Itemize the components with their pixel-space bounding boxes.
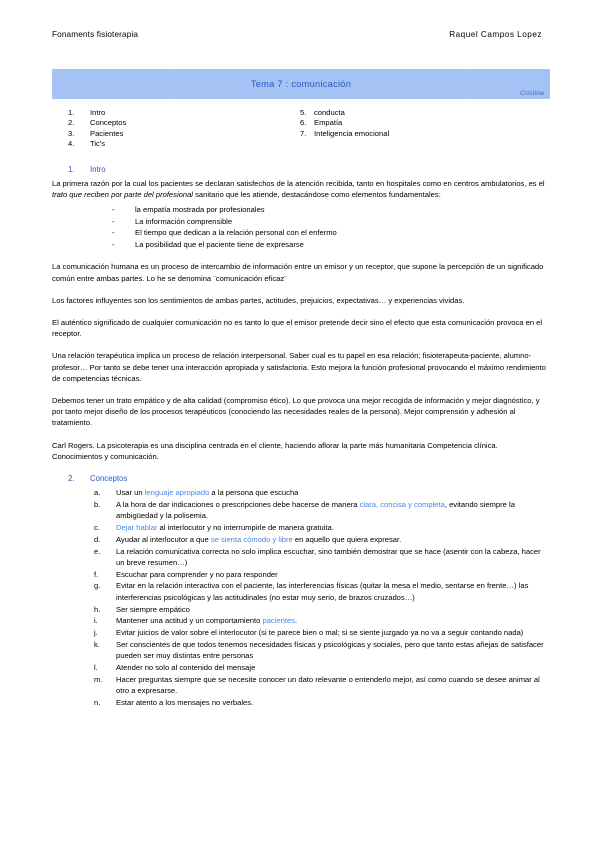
list-item [52, 615, 550, 626]
toc-number: 4. [68, 139, 75, 149]
toc-label: Inteligencia emocional [314, 128, 390, 138]
intro-p1-part-a: La primera razón por la cual los pacientes se declaran satisfechos de la atención recibida, tanto en hospitales como en centros ambulatorios, es el [52, 178, 545, 188]
list-marker: m. [94, 674, 103, 684]
list-item [52, 569, 550, 580]
toc-number: 2. [68, 118, 75, 128]
intro-paragraph-5: Una relación terapéutica implica un proceso de relación interpersonal. Saber cual es tu papel en esa relación; fisioterapeuta-paciente, alumno-profesor… Por tanto se debe tener una interacción apropiada y satisfactoria. Esto mejora la función profesional provocando el máximo rendimiento de competencias técnicas. [52, 351, 546, 383]
list-item-text [116, 534, 550, 545]
list-item [52, 522, 550, 533]
list-item [52, 499, 550, 522]
document-header [52, 30, 550, 39]
intro-paragraph-3: Los factores influyentes son los sentimientos de ambas partes, actitudes, prejuicios, expectativas… y experiencias vividas. [52, 295, 465, 305]
dash-marker: - [112, 205, 115, 215]
list-marker: c. [94, 522, 100, 532]
list-marker: f. [94, 569, 99, 579]
toc-label: Conceptos [90, 118, 127, 128]
list-item [52, 239, 550, 251]
intro-bullet-list [52, 204, 550, 250]
list-marker: l. [94, 663, 98, 672]
list-item [52, 216, 550, 228]
conceptos-list [52, 487, 550, 708]
list-item [52, 674, 550, 697]
page-title: Tema 7 : comunicación [250, 79, 352, 89]
header-course-title: Fonaments fisioterapia [52, 30, 139, 39]
toc-item [68, 139, 300, 149]
highlighted-phrase: pacientes [262, 616, 295, 626]
title-banner [52, 69, 550, 99]
list-marker: a. [94, 488, 101, 498]
list-item-text [116, 487, 550, 498]
banner-author-label: Cristina [520, 90, 544, 97]
highlighted-phrase: clara, concisa y completa [359, 499, 445, 509]
text-post: , evitando siempre la ambigüedad y la polisemia. [116, 499, 515, 521]
intro-p1-part-b: sanitario que les atiende, destacándose como elementos fundamentales: [193, 189, 441, 199]
list-item [52, 580, 550, 603]
list-marker: d. [94, 534, 101, 544]
intro-paragraph-4: El auténtico significado de cualquier comunicación no es tanto lo que el emisor pretende decir sino el efecto que esta comunicación provoca en el receptor. [52, 318, 543, 339]
section-title: Conceptos [90, 474, 128, 484]
section-number: 2. [68, 474, 75, 484]
text-post: en aquello que quiera expresar. [292, 534, 402, 544]
list-item [52, 604, 550, 615]
intro-p1-italic-phrase: trato que reciben por parte del profesional [52, 189, 193, 199]
bullet-text: La posibilidad que el paciente tiene de expresarse [135, 239, 304, 249]
text-pre: Usar un [116, 488, 145, 498]
text-pre: Evitar en la relación interactiva con el paciente, las interferencias físicas (quitar la mesa el medio, sentarse en frente…) las interferencias psicológicas y las actitudinales (no estar muy serio, de brazos cruzados…) [116, 581, 529, 602]
dash-marker: - [112, 228, 115, 238]
intro-paragraph-1 [52, 178, 550, 200]
toc-number: 6. [300, 118, 307, 128]
list-item-text [116, 546, 550, 569]
toc-item [68, 108, 300, 118]
text-pre: Estar atento a los mensajes no verbales. [116, 697, 254, 707]
text-pre: Hacer preguntas siempre que se necesite conocer un dato relevante o entenderlo mejor, así como cuando se desee animar al otro a expresarse. [116, 674, 540, 696]
list-item-text [116, 674, 550, 697]
section-heading-conceptos [68, 473, 550, 484]
toc-number: 3. [68, 128, 75, 138]
list-item-text [116, 662, 550, 673]
list-marker: h. [94, 604, 101, 614]
list-item-text [116, 615, 550, 626]
list-marker: b. [94, 499, 101, 509]
toc-number: 1. [68, 108, 75, 117]
list-marker: j. [94, 628, 98, 638]
list-item-text [116, 697, 550, 708]
text-pre: Atender no solo al contenido del mensaje [116, 663, 256, 672]
intro-paragraph-2: La comunicación humana es un proceso de intercambio de información entre un emisor y un receptor, que supone la percepción de un significado común entre ambas partes. Lo he se denomina ¨comunicación eficaz¨ [52, 262, 544, 283]
banner-divider-left [175, 69, 176, 99]
toc-label: conducta [314, 108, 345, 117]
highlighted-phrase: se sienta cómodo y libre [210, 534, 293, 544]
text-pre: Evitar juicios de valor sobre el interlocutor (si te parece bien o mal; si se siente juzgado ya no va a seguir contando nada) [116, 628, 524, 638]
toc-label: Tic's [90, 139, 106, 149]
list-item-text [116, 522, 550, 533]
list-item [52, 487, 550, 498]
list-marker: n. [94, 697, 101, 707]
list-item [52, 227, 550, 239]
list-item [52, 204, 550, 216]
list-item-text [116, 604, 550, 615]
list-item [52, 546, 550, 569]
bullet-text: La información comprensible [135, 216, 233, 226]
toc-item [300, 118, 389, 128]
toc-column-left [52, 108, 300, 150]
text-pre: Ayudar al interlocutor a que [116, 534, 211, 544]
list-item [52, 639, 550, 662]
list-item-text [116, 569, 550, 580]
toc-item [300, 108, 389, 118]
bullet-text: El tiempo que dedican a la relación personal con el enfermo [135, 228, 337, 238]
list-marker: i. [94, 616, 98, 626]
section-heading-intro [68, 164, 550, 175]
list-item-text [116, 627, 550, 638]
text-pre: La relación comunicativa correcta no solo implica escuchar, sino también demostrar que se hace (asentir con la cabeza, hacer un breve resumen…) [116, 546, 541, 567]
dash-marker: - [112, 216, 115, 226]
highlighted-phrase: Dejar hablar [116, 522, 158, 532]
toc-item [68, 129, 300, 139]
section-number: 1. [68, 164, 75, 174]
list-item-text [116, 580, 550, 603]
text-post: al interlocutor y no interrumpirle de manera gratuita. [157, 522, 334, 532]
toc-item [300, 129, 389, 139]
text-pre: A la hora de dar indicaciones o prescripciones debe hacerse de manera [116, 499, 360, 509]
list-item [52, 627, 550, 638]
toc-number: 5. [300, 108, 307, 117]
list-item [52, 697, 550, 708]
table-of-contents [52, 108, 550, 150]
text-pre: Ser siempre empático [116, 604, 190, 614]
list-marker: e. [94, 546, 101, 556]
toc-number: 7. [300, 128, 307, 138]
text-pre: Ser conscientes de que todos tenemos necesidades físicas y psicológicas y sociales, pero que tanto estas añejas de satisfacer pueden ser muy distintas entre personas [116, 639, 544, 661]
text-post: . [295, 616, 298, 626]
list-marker: g. [94, 581, 101, 591]
intro-paragraph-7: Carl Rogers. La psicoterapia es una disciplina centrada en el cliente, haciendo aflorar la parte más humanitaria Competencia clínica. Conocimientos y comunicación. [52, 440, 498, 461]
bullet-text: la empatía mostrada por profesionales [135, 205, 265, 215]
text-post: a la persona que escucha [209, 488, 299, 498]
toc-item [68, 118, 300, 128]
banner-divider-right [471, 69, 472, 99]
list-item-text [116, 639, 550, 662]
list-item-text [116, 499, 550, 522]
text-pre: Escuchar para comprender y no para responder [116, 569, 278, 579]
section-title: Intro [90, 164, 106, 174]
list-marker: k. [94, 639, 100, 649]
highlighted-phrase: lenguaje apropiado [144, 488, 210, 498]
toc-label: Empatía [314, 118, 343, 128]
toc-label: Pacientes [90, 128, 124, 138]
toc-column-right [300, 108, 389, 150]
toc-label: Intro [90, 108, 106, 117]
intro-paragraph-6: Debemos tener un trato empático y de alta calidad (compromiso ético). Lo que provoca una mejor recogida de información y mejor diagnóstico, y por tanto mejor diseño de los procesos terapéuticos (conociendo las necesidades reales de la persona). Mejor comprensión y adhesión al tratamiento. [52, 396, 540, 428]
list-item [52, 662, 550, 673]
text-pre: Mantener una actitud y un comportamiento [116, 616, 263, 626]
list-item [52, 534, 550, 545]
dash-marker: - [112, 239, 115, 249]
header-author-name: Raquel Campos Lopez [449, 30, 542, 39]
